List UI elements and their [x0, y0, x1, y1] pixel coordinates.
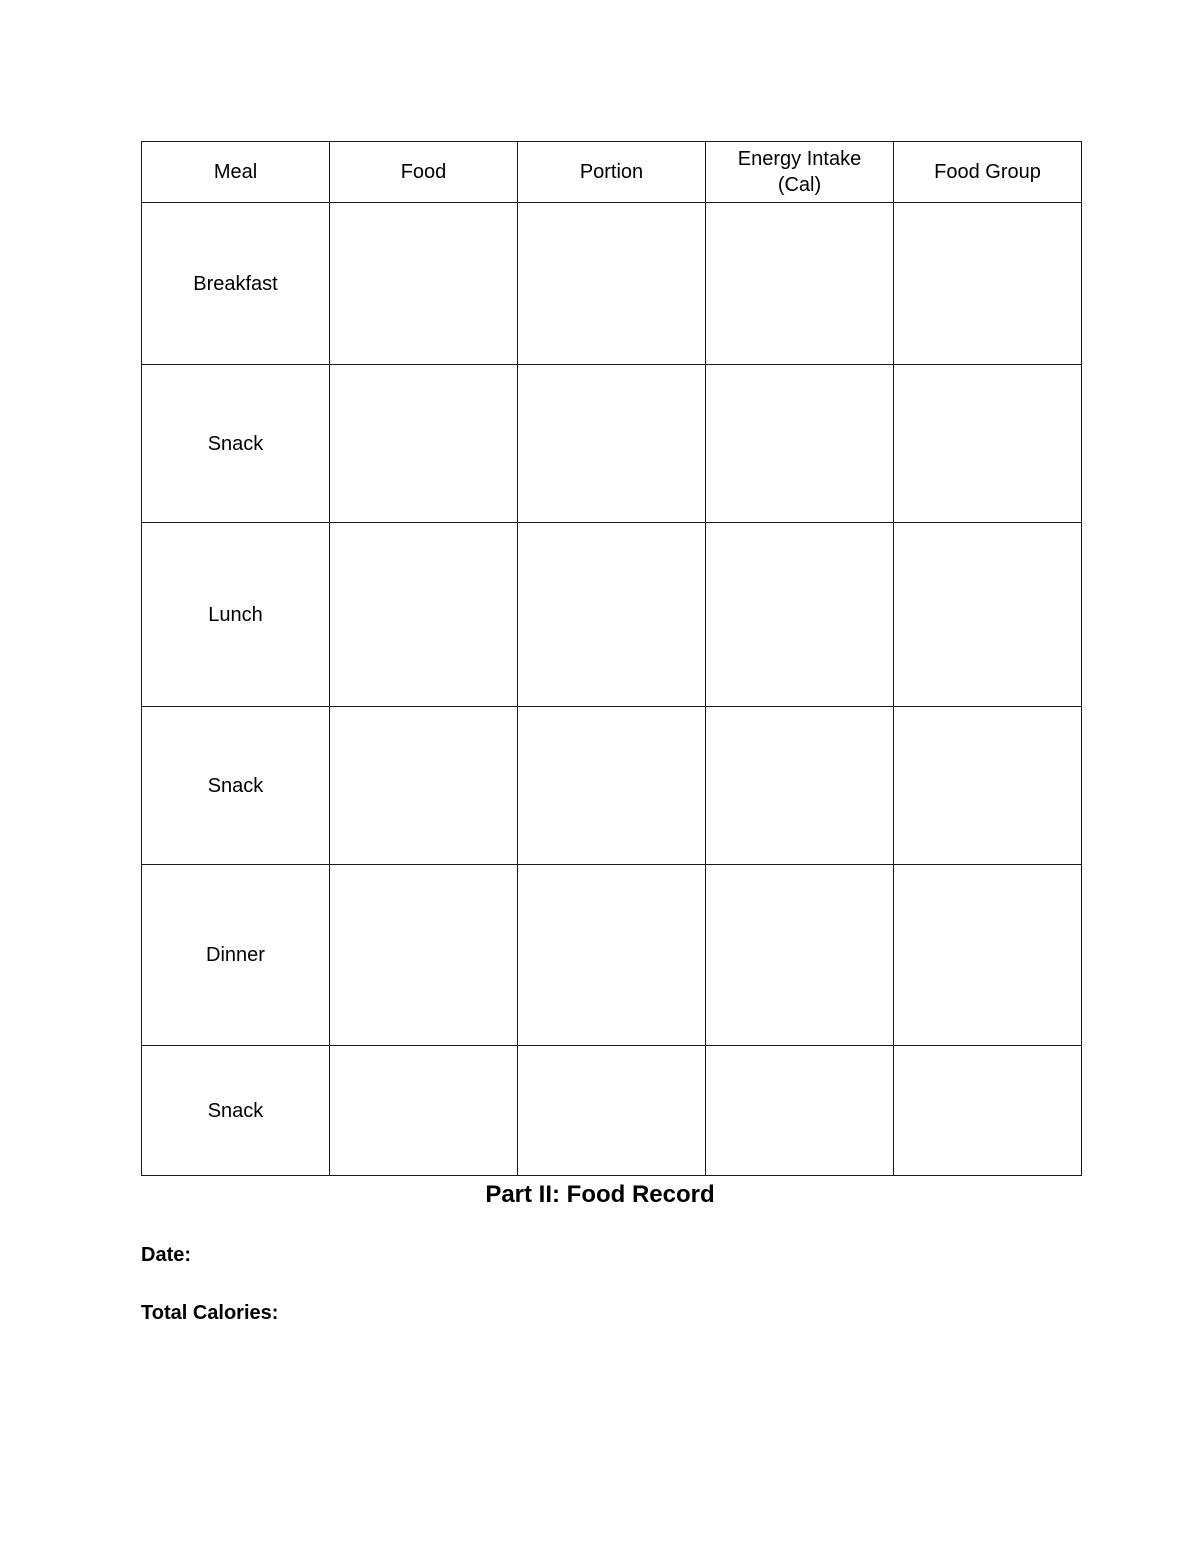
header-energy-line2: (Cal) — [777, 174, 822, 196]
part-title: Part II: Food Record — [485, 1181, 715, 1208]
table-row — [142, 1046, 1082, 1176]
header-portion: Portion — [518, 142, 706, 203]
date-label: Date: — [141, 1244, 192, 1266]
meal-cell: Lunch — [142, 523, 330, 707]
food-group-cell[interactable] — [894, 707, 1082, 865]
header-energy-line1: Energy Intake — [737, 148, 862, 170]
table-header-row — [142, 142, 1082, 203]
meal-cell: Breakfast — [142, 203, 330, 365]
food-group-cell[interactable] — [894, 523, 1082, 707]
food-cell[interactable] — [330, 707, 518, 865]
portion-cell[interactable] — [518, 1046, 706, 1176]
meal-cell: Snack — [142, 365, 330, 523]
portion-cell[interactable] — [518, 865, 706, 1046]
header-food: Food — [330, 142, 518, 203]
food-group-cell[interactable] — [894, 203, 1082, 365]
table-row — [142, 523, 1082, 707]
header-food-group: Food Group — [894, 142, 1082, 203]
table-row — [142, 365, 1082, 523]
portion-cell[interactable] — [518, 707, 706, 865]
meal-cell: Dinner — [142, 865, 330, 1046]
food-group-cell[interactable] — [894, 865, 1082, 1046]
header-meal: Meal — [142, 142, 330, 203]
energy-cell[interactable] — [706, 365, 894, 523]
meal-cell: Snack — [142, 707, 330, 865]
table-row — [142, 865, 1082, 1046]
portion-cell[interactable] — [518, 523, 706, 707]
energy-cell[interactable] — [706, 1046, 894, 1176]
table-row — [142, 707, 1082, 865]
food-cell[interactable] — [330, 865, 518, 1046]
food-cell[interactable] — [330, 365, 518, 523]
energy-cell[interactable] — [706, 203, 894, 365]
energy-cell[interactable] — [706, 865, 894, 1046]
header-energy-intake — [706, 142, 894, 203]
table-row — [142, 203, 1082, 365]
portion-cell[interactable] — [518, 203, 706, 365]
food-cell[interactable] — [330, 523, 518, 707]
food-record-table — [141, 141, 1082, 1176]
energy-cell[interactable] — [706, 523, 894, 707]
energy-cell[interactable] — [706, 707, 894, 865]
food-group-cell[interactable] — [894, 365, 1082, 523]
food-cell[interactable] — [330, 1046, 518, 1176]
portion-cell[interactable] — [518, 365, 706, 523]
food-cell[interactable] — [330, 203, 518, 365]
food-group-cell[interactable] — [894, 1046, 1082, 1176]
meal-cell: Snack — [142, 1046, 330, 1176]
total-calories-label: Total Calories: — [141, 1302, 279, 1324]
